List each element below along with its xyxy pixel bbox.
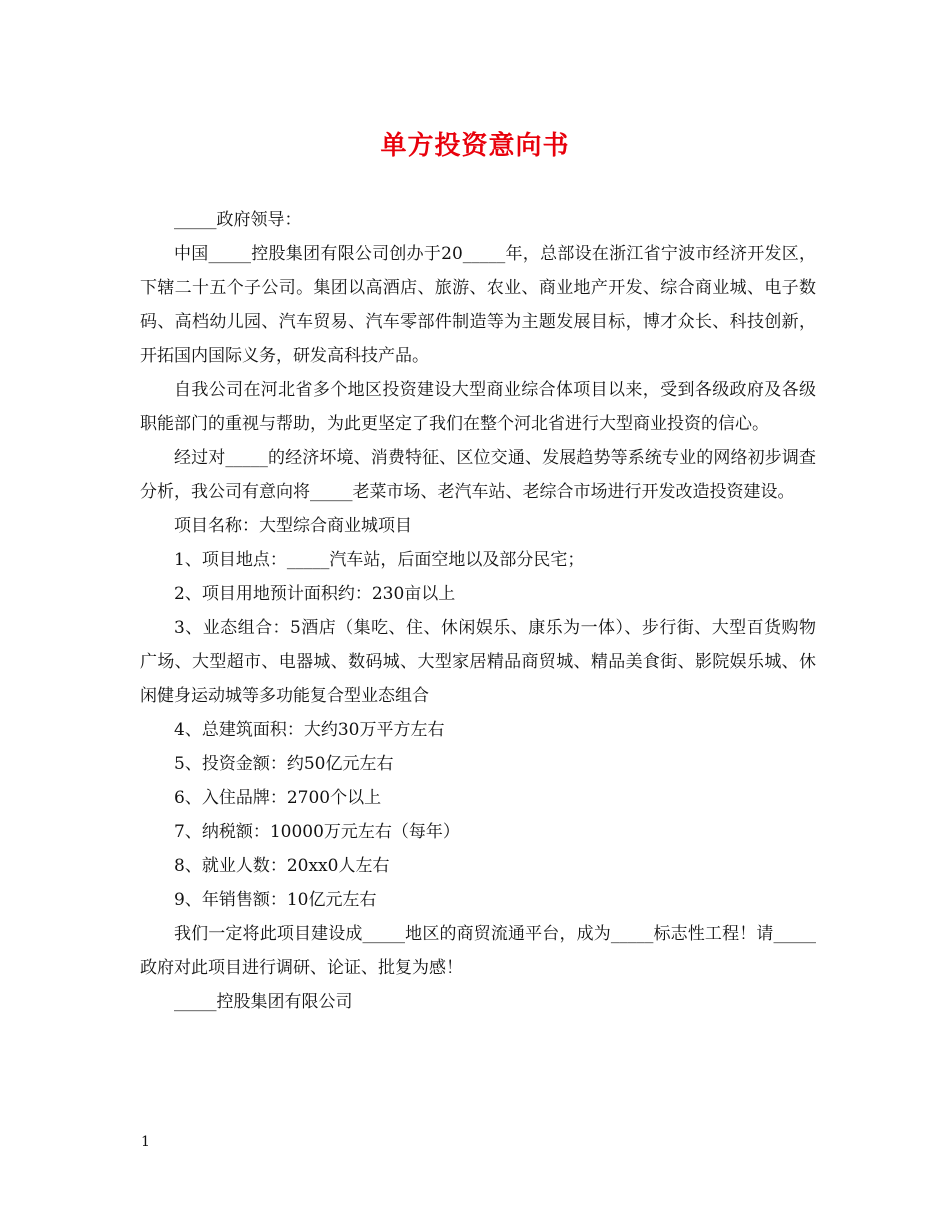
project-item-investment: 5、投资金额：约50亿元左右 (174, 754, 394, 774)
project-item-sales: 9、年销售额：10亿元左右 (174, 890, 377, 910)
project-name: 项目名称：大型综合商业城项目 (174, 516, 412, 536)
project-item-tax: 7、纳税额：10000万元左右（每年） (174, 822, 460, 842)
project-item-area: 2、项目用地预计面积约：230亩以上 (174, 584, 456, 604)
salutation: _____政府领导： (174, 210, 302, 230)
signature-company: _____控股集团有限公司 (174, 992, 353, 1012)
page-number: 1 (141, 1134, 150, 1150)
paragraph-investment-history: 自我公司在河北省多个地区投资建设大型商业综合体项目以来，受到各级政府及各级职能部门的重视与帮助，为此更坚定了我们在整个河北省进行大型商业投资的信心。 (140, 380, 816, 434)
project-item-location: 1、项目地点：_____汽车站，后面空地以及部分民宅； (174, 550, 585, 570)
document-body (140, 203, 816, 1019)
document-title: 单方投资意向书 (380, 131, 570, 161)
paragraph-company-intro: 中国_____控股集团有限公司创办于20_____年，总部设在浙江省宁波市经济开发区，下辖二十五个子公司。集团以高酒店、旅游、农业、商业地产开发、综合商业城、电子数码、高档幼儿园、汽车贸易、汽车零部件制造等为主题发展目标，博才众长、科技创新，开拓国内国际义务，研发高科技产品。 (140, 244, 816, 366)
paragraph-closing-request: 我们一定将此项目建设成_____地区的商贸流通平台，成为_____标志性工程！请_____政府对此项目进行调研、论证、批复为感！ (140, 924, 816, 978)
project-item-floor-area: 4、总建筑面积：大约30万平方左右 (174, 720, 445, 740)
project-item-business-mix: 3、业态组合：5酒店（集吃、住、休闲娱乐、康乐为一体）、步行街、大型百货购物广场、大型超市、电器城、数码城、大型家居精品商贸城、精品美食街、影院娱乐城、休闲健身运动城等多功能复合型业态组合 (140, 618, 816, 706)
project-item-brands: 6、入住品牌：2700个以上 (174, 788, 382, 808)
project-item-employment: 8、就业人数：20xx0人左右 (174, 856, 390, 876)
paragraph-investment-intent: 经过对_____的经济坏境、消费特征、区位交通、发展趋势等系统专业的网络初步调查分析，我公司有意向将_____老菜市场、老汽车站、老综合市场进行开发改造投资建设。 (140, 448, 816, 502)
